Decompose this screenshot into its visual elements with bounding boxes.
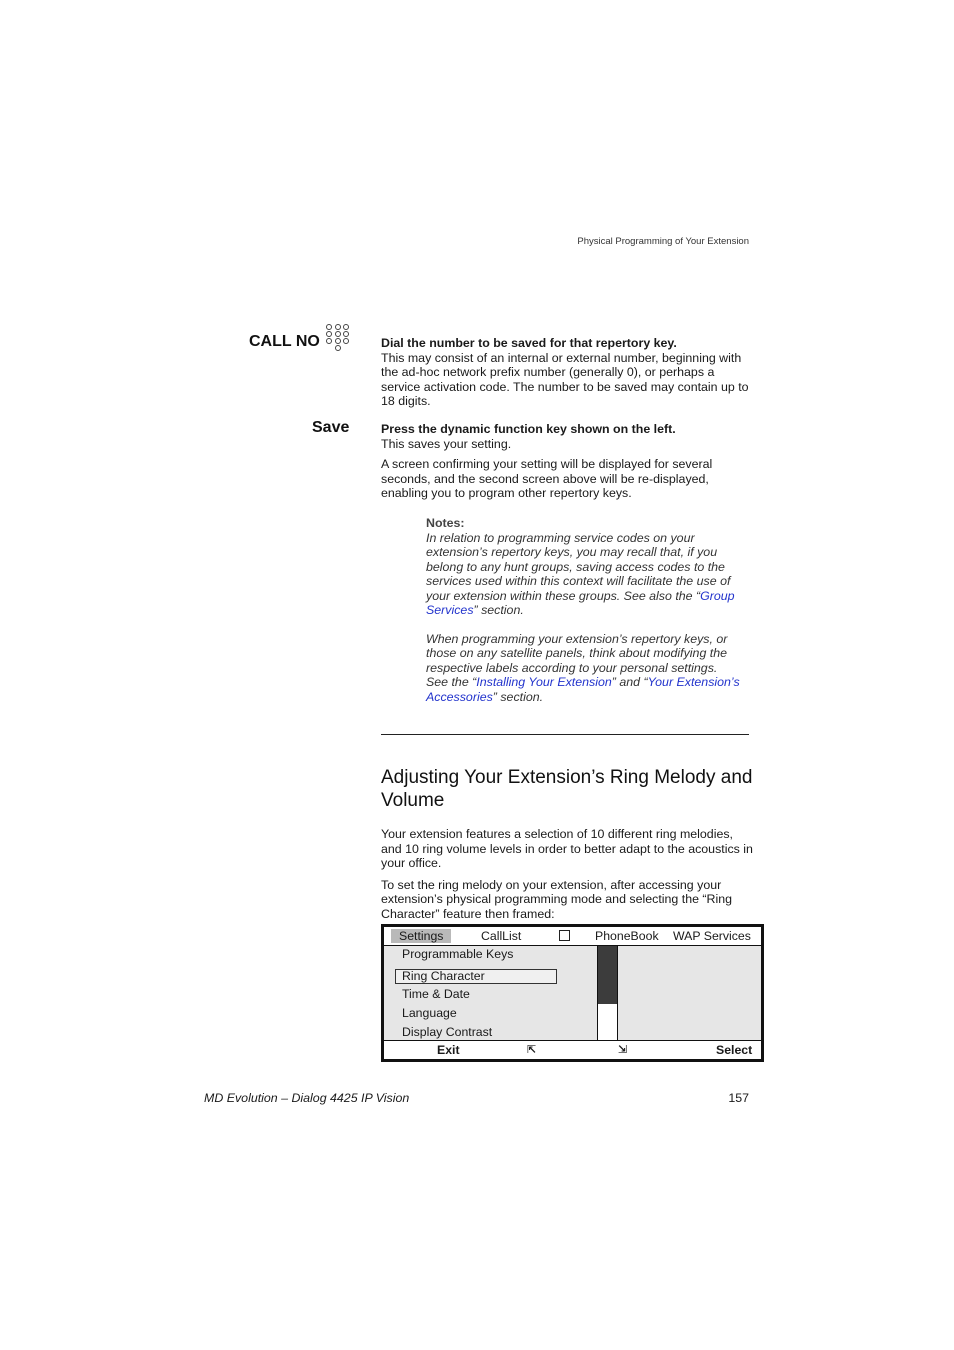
- tab-phonebook[interactable]: PhoneBook: [595, 929, 659, 943]
- group-services-link[interactable]: Group Services: [426, 588, 735, 617]
- display-tab-bar: [384, 927, 761, 946]
- call-no-instruction: [381, 336, 749, 409]
- note-1: In relation to programming service codes on your extension’s repertory keys, you may recall that, if you belong to any hunt groups, saving access codes to the services used within this context will facilitate the use of your extension within these groups. See also the “Group Services” section.: [426, 530, 735, 617]
- section-para-2: To set the ring melody on your extension, after accessing your extension’s physical programming mode and selecting the “Ring Character” feature then framed:: [381, 877, 733, 921]
- section-para-1: Your extension features a selection of 10 different ring melodies, and 10 ring volume levels in order to better adapt to the acoustics in your office.: [381, 827, 753, 870]
- note-2: When programming your extension’s repertory keys, or those on any satellite panels, think about modifying the respective labels according to your personal settings. See the “Installing Your Extension” and “Your Extension’s Accessories” section.: [426, 631, 740, 704]
- menu-item-time-date[interactable]: Time & Date: [402, 987, 470, 1001]
- save-instruction: [381, 422, 749, 501]
- menu-scrollbar[interactable]: [597, 946, 618, 1042]
- save-heading: Press the dynamic function key shown on the left.: [381, 422, 676, 436]
- save-text-2: A screen confirming your setting will be displayed for several seconds, and the second screen above will be re-displayed, enabling you to program other repertory keys.: [381, 457, 713, 500]
- section: [381, 766, 753, 921]
- phone-display: [381, 924, 764, 1062]
- section-divider: [381, 734, 749, 735]
- running-header: Physical Programming of Your Extension: [577, 236, 749, 247]
- menu-item-ring-character[interactable]: Ring Character: [395, 969, 557, 984]
- tab-calllist[interactable]: CallList: [481, 929, 522, 943]
- menu-item-language[interactable]: Language: [402, 1006, 457, 1020]
- keypad-icon: [326, 324, 350, 351]
- nav-down-arrow-icon[interactable]: ⇲: [618, 1044, 628, 1056]
- menu-item-display-contrast[interactable]: Display Contrast: [402, 1025, 493, 1039]
- installing-extension-link[interactable]: Installing Your Extension: [476, 675, 612, 689]
- softkey-bar: [384, 1040, 761, 1059]
- nav-up-arrow-icon[interactable]: ⇱: [527, 1044, 537, 1056]
- call-no-label: CALL NO: [249, 333, 320, 350]
- message-box-icon: [559, 930, 570, 941]
- select-softkey[interactable]: Select: [716, 1043, 753, 1057]
- tab-settings[interactable]: Settings: [391, 929, 451, 943]
- save-label: Save: [312, 419, 350, 436]
- notes-block: [426, 516, 742, 704]
- footer-title: MD Evolution – Dialog 4425 IP Vision: [204, 1091, 410, 1105]
- call-no-text: This may consist of an internal or external number, beginning with the ad-hoc network prefix number (generally 0), or perhaps a service activation code. The number to be saved may contain up to 18 digits.: [381, 350, 749, 408]
- tab-wap-services[interactable]: WAP Services: [673, 929, 751, 943]
- exit-softkey[interactable]: Exit: [437, 1043, 460, 1057]
- section-title: Adjusting Your Extension’s Ring Melody and Volume: [381, 767, 753, 811]
- menu-item-programmable-keys[interactable]: Programmable Keys: [402, 947, 514, 961]
- save-text-1: This saves your setting.: [381, 436, 512, 451]
- page-number: 157: [728, 1091, 749, 1105]
- extension-accessories-link[interactable]: Your Extension’s Accessories: [426, 675, 740, 704]
- menu-scrollbar-thumb[interactable]: [598, 946, 617, 1004]
- notes-title: Notes:: [426, 516, 465, 530]
- call-no-heading: Dial the number to be saved for that repertory key.: [381, 336, 677, 350]
